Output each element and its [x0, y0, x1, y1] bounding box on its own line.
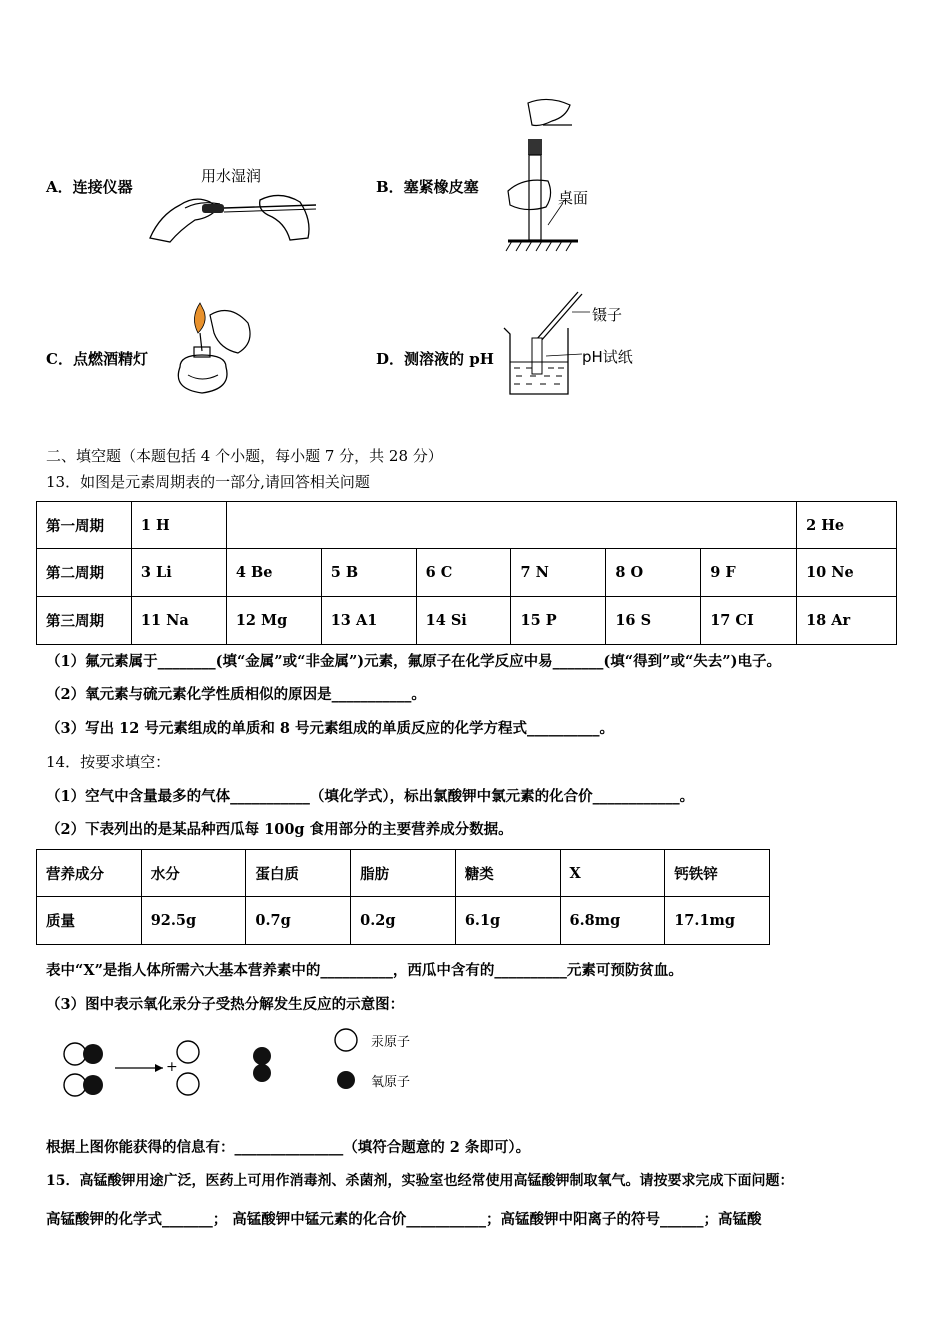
- option-a-label: A．连接仪器: [46, 178, 133, 196]
- figure-b-caption: 桌面: [558, 189, 589, 207]
- period-label: 第二周期: [37, 549, 132, 597]
- nutrition-value: 0.7g: [246, 897, 351, 945]
- figure-insert-stopper: [488, 95, 598, 255]
- nutrition-value: 6.1g: [455, 897, 560, 945]
- periodic-row-1: [37, 502, 897, 549]
- q14-sub1: （1）空气中含量最多的气体___________（填化学式），标出氯酸钾中氯元素的化合价____________。: [46, 788, 695, 805]
- q14-stem: 14．按要求填空：: [46, 753, 171, 771]
- figure-d-caption-ph-paper: pH试纸: [582, 348, 633, 366]
- option-c-label: C．点燃酒精灯: [46, 350, 148, 368]
- element-cell: 14 Si: [416, 597, 511, 645]
- element-cell: 16 S: [606, 597, 701, 645]
- figure-a-caption: 用水湿润: [201, 167, 262, 185]
- figure-measure-ph: [500, 288, 590, 400]
- q13-sub2: （2）氧元素与硫元素化学性质相似的原因是___________。: [46, 686, 426, 703]
- legend-oxygen-atom: 氧原子: [371, 1075, 411, 1090]
- q13-sub1: （1）氟元素属于________(填“金属”或“非金属”)元素，氟原子在化学反应中易_______(填“得到”或“失去”)电子。: [46, 653, 782, 670]
- element-cell: 4 Be: [226, 549, 321, 597]
- element-cell: 12 Mg: [226, 597, 321, 645]
- period-label: 第三周期: [37, 597, 132, 645]
- nutrition-header-row: [37, 850, 770, 897]
- element-cell: 10 Ne: [797, 549, 897, 597]
- element-cell: 18 Ar: [797, 597, 897, 645]
- element-cell: 5 B: [321, 549, 416, 597]
- nutrition-value: 6.8mg: [560, 897, 665, 945]
- nutrition-header: 营养成分: [37, 850, 142, 897]
- element-cell: 7 N: [511, 549, 606, 597]
- empty-span-cell: [226, 502, 796, 549]
- periodic-table: [36, 501, 897, 645]
- nutrition-value: 92.5g: [141, 897, 246, 945]
- nutrition-header: 糖类: [455, 850, 560, 897]
- period-label: 第一周期: [37, 502, 132, 549]
- legend-mercury-atom: 汞原子: [371, 1035, 411, 1050]
- q14-sub2: （2）下表列出的是某品种西瓜每 100g 食用部分的主要营养成分数据。: [46, 821, 513, 838]
- nutrition-header: 钙铁锌: [665, 850, 770, 897]
- element-cell: 3 Li: [131, 549, 226, 597]
- element-cell: 17 CI: [701, 597, 797, 645]
- element-cell: 6 C: [416, 549, 511, 597]
- element-cell: 2 He: [797, 502, 897, 549]
- nutrition-header: 水分: [141, 850, 246, 897]
- option-b-label: B．塞紧橡皮塞: [376, 178, 479, 196]
- q14-sub3: （3）图中表示氧化汞分子受热分解发生反应的示意图：: [46, 996, 405, 1013]
- option-d-label: D．测溶液的 pH: [376, 350, 494, 368]
- nutrition-table: [36, 849, 770, 945]
- element-cell: 9 F: [701, 549, 797, 597]
- figure-d-caption-tweezers: 镊子: [592, 306, 623, 324]
- nutrition-value-row: [37, 897, 770, 945]
- element-cell: 8 O: [606, 549, 701, 597]
- element-cell: 11 Na: [131, 597, 226, 645]
- nutrition-header: X: [560, 850, 665, 897]
- nutrition-value: 0.2g: [351, 897, 456, 945]
- nutrition-header: 脂肪: [351, 850, 456, 897]
- element-cell: 1 H: [131, 502, 226, 549]
- element-cell: 13 A1: [321, 597, 416, 645]
- nutrition-header: 蛋白质: [246, 850, 351, 897]
- q13-stem: 13．如图是元素周期表的一部分,请回答相关问题: [46, 473, 370, 491]
- q15-line2: 高锰酸钾的化学式_______； 高锰酸钾中锰元素的化合价___________；高锰酸钾中阳离子的符号______；高锰酸: [46, 1211, 762, 1228]
- periodic-row-2: [37, 549, 897, 597]
- q15-stem: 15．高锰酸钾用途广泛，医药上可用作消毒剂、杀菌剂，实验室也经常使用高锰酸钾制取氧气。请按要求完成下面问题：: [46, 1173, 794, 1189]
- section-title: 二、填空题（本题包括 4 个小题，每小题 7 分，共 28 分）: [46, 447, 443, 465]
- q14-info: 根据上图你能获得的信息有：_______________（填符合题意的 2 条即可）。: [46, 1139, 531, 1156]
- nutrition-value: 17.1mg: [665, 897, 770, 945]
- figure-light-alcohol-lamp: [160, 293, 260, 401]
- nutrition-value: 质量: [37, 897, 142, 945]
- element-cell: 15 P: [511, 597, 606, 645]
- periodic-row-3: [37, 597, 897, 645]
- q13-sub3: （3）写出 12 号元素组成的单质和 8 号元素组成的单质反应的化学方程式__________。: [46, 720, 615, 737]
- plus-sign: +: [166, 1059, 178, 1075]
- q14-after-table: 表中“X”是指人体所需六大基本营养素中的__________，西瓜中含有的__________元素可预防贫血。: [46, 962, 683, 979]
